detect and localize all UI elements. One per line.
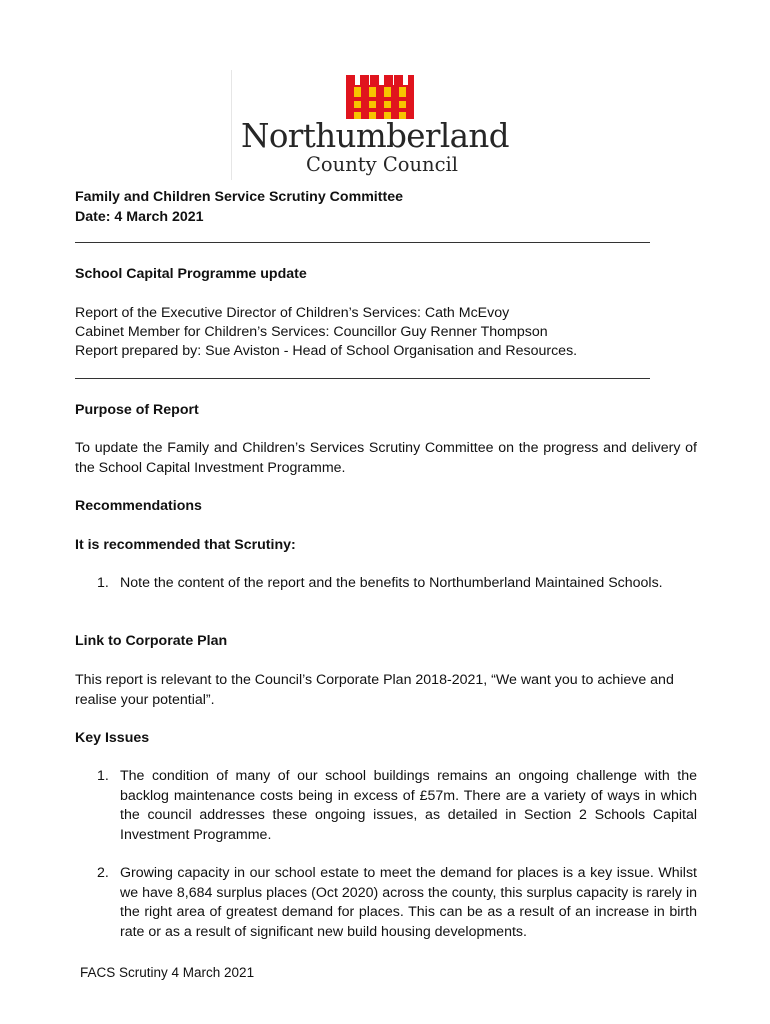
list-item	[97, 864, 697, 942]
divider	[75, 378, 650, 379]
meeting-date: Date: 4 March 2021	[75, 209, 204, 225]
purpose-text: To update the Family and Children’s Services Scrutiny Committee on the progress and delivery of the School Capital Investment Programme.	[75, 440, 697, 476]
list-item	[97, 767, 697, 845]
list-text: The condition of many of our school buildings remains an ongoing challenge with the backlog maintenance costs being in excess of £57m. There are a variety of ways in which the council addresses these ongoing issues, as detailed in Section 2 Schools Capital Investment Programme.	[120, 768, 697, 843]
recommendations-subheading: It is recommended that Scrutiny:	[75, 537, 296, 553]
logo-name: Northumberland	[241, 117, 509, 155]
purpose-heading: Purpose of Report	[75, 402, 199, 418]
report-director: Report of the Executive Director of Children’s Services: Cath McEvoy	[75, 305, 510, 321]
page-footer: FACS Scrutiny 4 March 2021	[80, 965, 255, 980]
divider	[75, 242, 650, 243]
list-number: 2.	[97, 865, 109, 881]
list-item	[97, 574, 697, 594]
report-title: School Capital Programme update	[75, 266, 307, 282]
logo-subtitle: County Council	[306, 153, 459, 176]
list-text: Growing capacity in our school estate to meet the demand for places is a key issue. Whilst we have 8,684 surplus places (Oct 2020) across the county, this surplus capacity is rarely in the right area of greatest demand for places. This can be as a result of an increase in birth rate or as a result of significant new build housing developments.	[120, 865, 697, 940]
list-number: 1.	[97, 575, 109, 591]
report-prepared-by: Report prepared by: Sue Aviston - Head of School Organisation and Resources.	[75, 343, 578, 359]
list-text: Note the content of the report and the benefits to Northumberland Maintained Schools.	[120, 575, 663, 591]
county-crest-logo	[346, 75, 414, 119]
corporate-plan-heading: Link to Corporate Plan	[75, 633, 228, 649]
recommendations-heading: Recommendations	[75, 498, 202, 514]
report-cabinet-member: Cabinet Member for Children’s Services: Councillor Guy Renner Thompson	[75, 324, 548, 340]
committee-name: Family and Children Service Scrutiny Committee	[75, 189, 403, 205]
corporate-plan-text: This report is relevant to the Council’s Corporate Plan 2018-2021, “We want you to achieve and realise your potential”.	[75, 672, 674, 708]
key-issues-heading: Key Issues	[75, 730, 150, 746]
logo-divider	[231, 70, 232, 180]
list-number: 1.	[97, 768, 109, 784]
